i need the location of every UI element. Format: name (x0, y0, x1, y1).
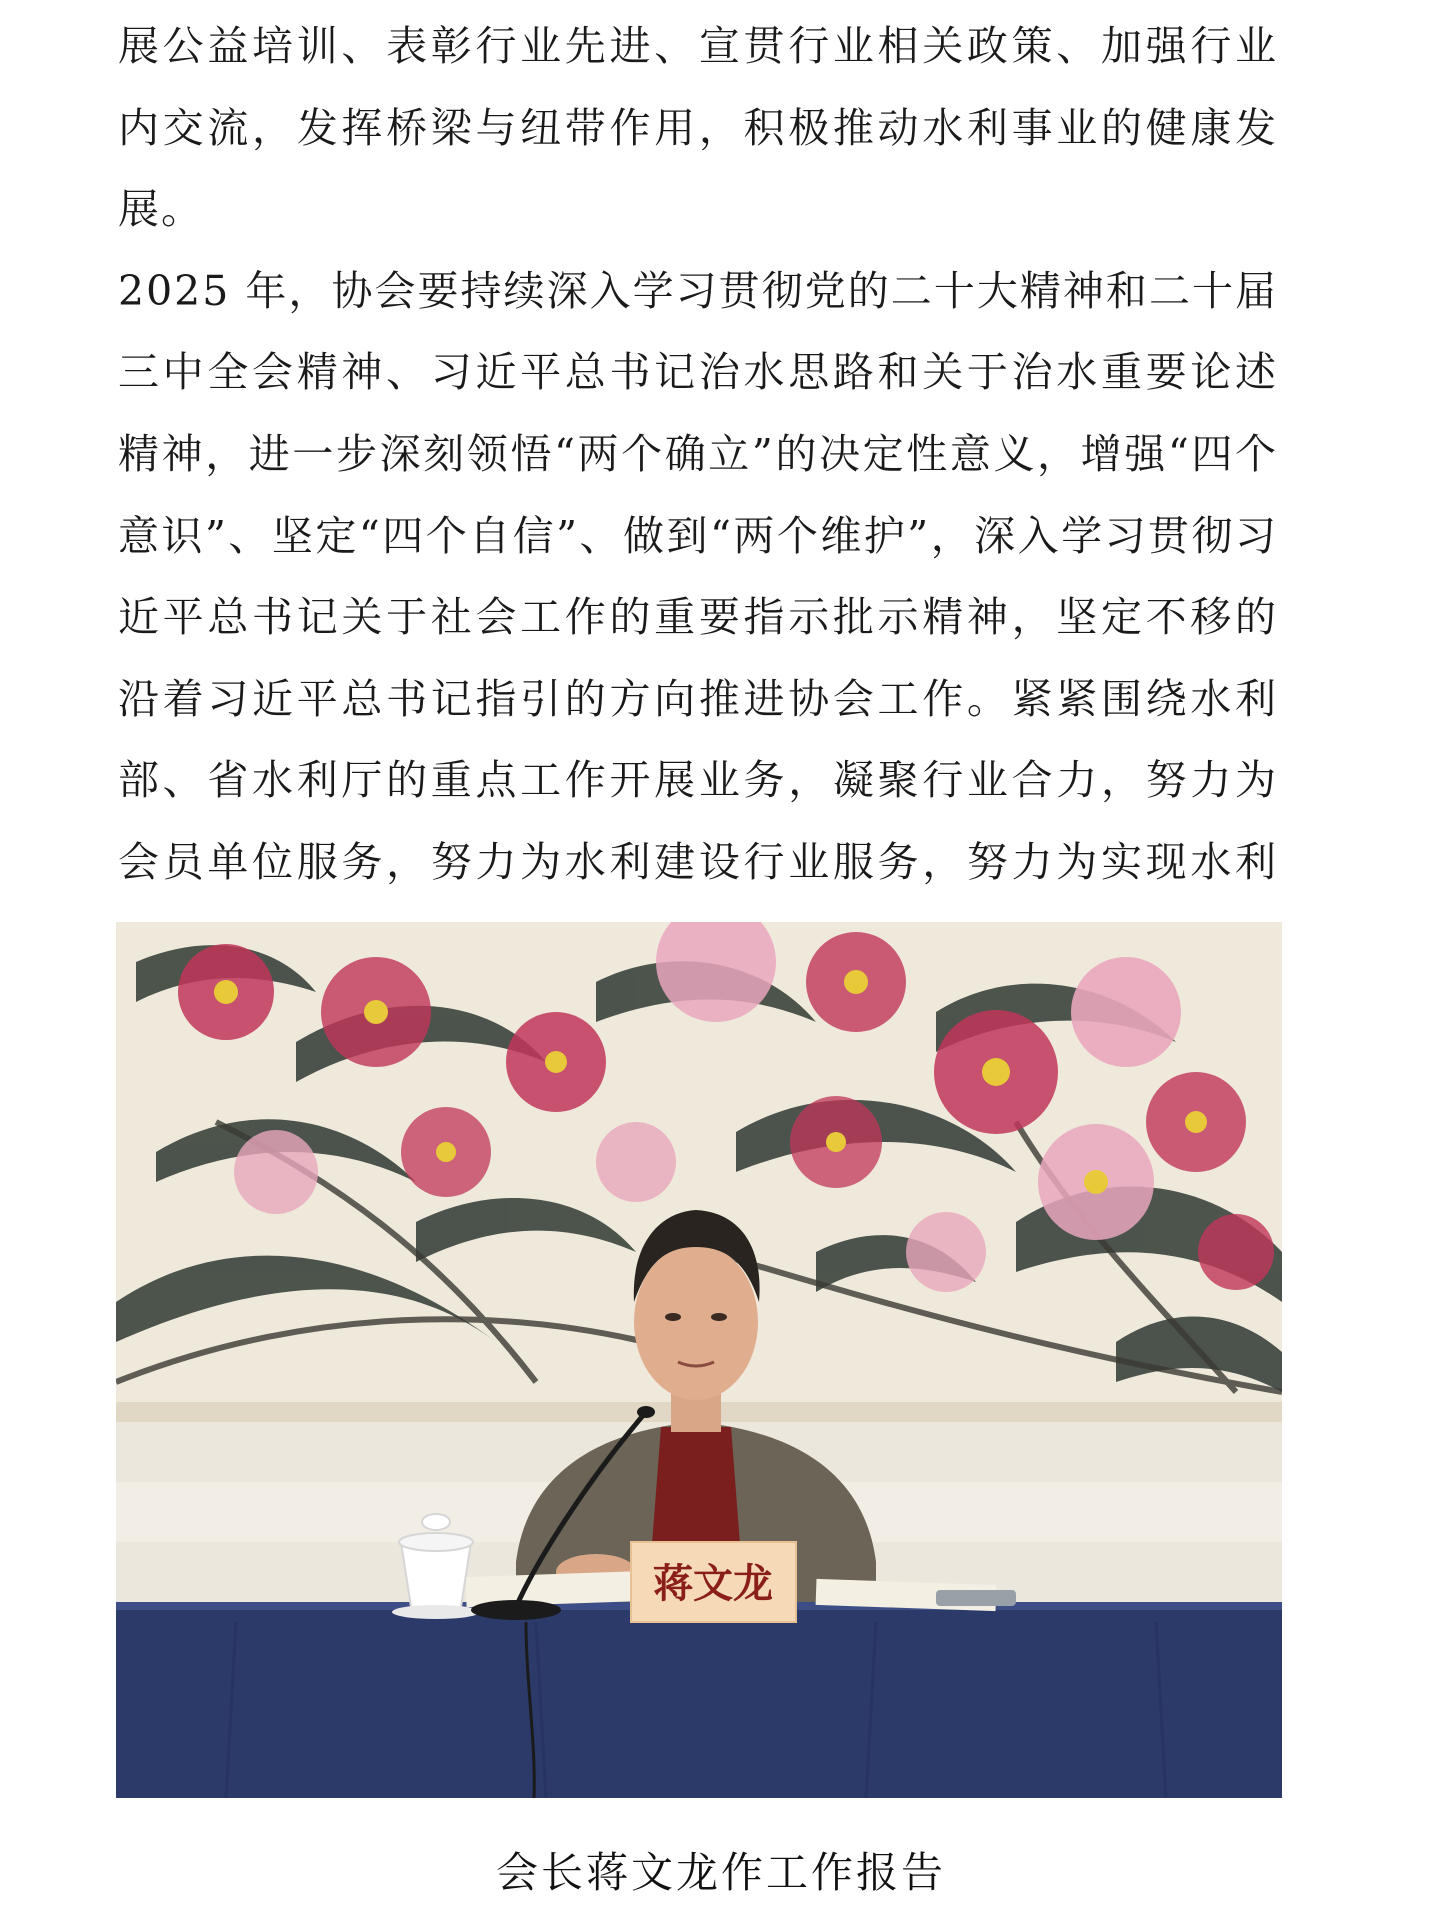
nameplate-text: 蒋文龙 (653, 1560, 773, 1607)
paragraph-1: 展公益培训、表彰行业先进、宣贯行业相关政策、加强行业内交流，发挥桥梁与纽带作用，积极推动水利事业的健康发展。 (118, 22, 1278, 234)
tablecloth (116, 1602, 1282, 1798)
paragraph-2: 2025 年，协会要持续深入学习贯彻党的二十大精神和二十届三中全会精神、习近平总书记治水思路和关于治水重要论述精神，进一步深刻领悟“两个确立”的决定性意义，增强“四个意识”、坚定“四个自信”、做到“两个维护”，深入学习贯彻习近平总书记关于社会工作的重要指示批示精神，坚定不移的沿着习近平总书记指引的方向推进协会工作。紧紧围绕水利部、省水利厅的重点工作开展业务，凝聚行业合力，努力为会员单位服务，努力为水利建设行业服务，努力为实现水利 (118, 266, 1278, 886)
phone (936, 1590, 1016, 1606)
nameplate (631, 1542, 796, 1622)
article-body (118, 6, 1278, 985)
photo-illustration (116, 922, 1282, 1798)
photo-caption: 会长蒋文龙作工作报告 (495, 1848, 946, 1897)
meeting-photo (116, 922, 1282, 1798)
